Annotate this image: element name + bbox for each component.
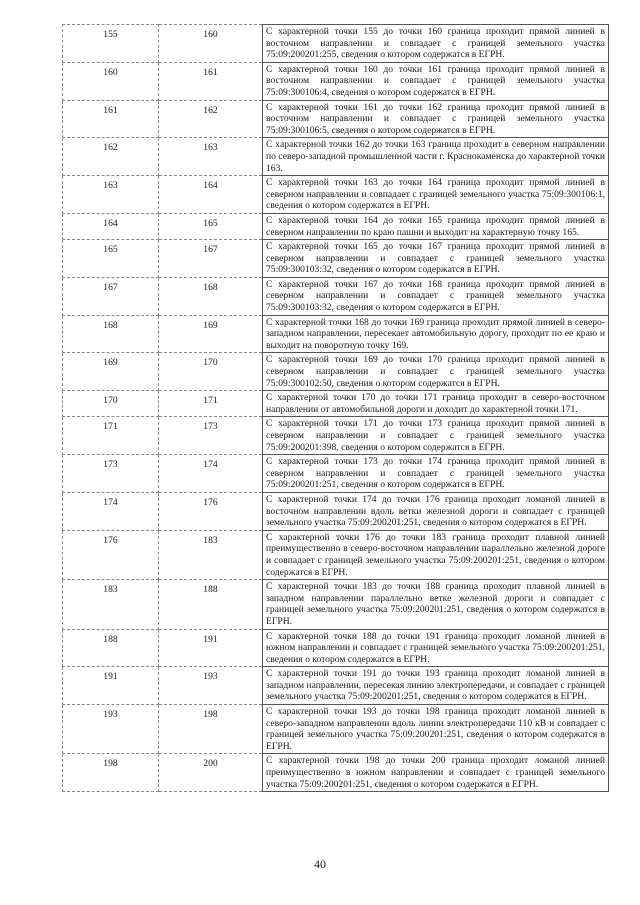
table-row: [63, 667, 609, 705]
table-row: [63, 240, 609, 278]
from-point-cell: 193: [63, 705, 159, 754]
from-point-cell: 162: [63, 138, 159, 176]
boundary-description-cell: С характерной точки 167 до точки 168 граница проходит прямой линией в северном направлении и совпадает с границей земельного участка 75:09:300103:32, сведения о котором содержатся в ЕГРН.: [263, 277, 609, 315]
from-point-cell: 173: [63, 455, 159, 493]
table-row: [63, 580, 609, 629]
to-point-cell: 167: [159, 240, 263, 278]
table-row: [63, 455, 609, 493]
to-point-cell: 164: [159, 176, 263, 214]
table-row: [63, 277, 609, 315]
boundary-description-cell: С характерной точки 198 до точки 200 граница проходит ломаной линией преимущественно в южном направлении и совпадает с границей земельного участка 75:09:200201:251, сведения о котором содержатся в ЕГРН.: [263, 754, 609, 792]
from-point-cell: 169: [63, 353, 159, 391]
boundary-description-cell: С характерной точки 173 до точки 174 граница проходит прямой линией в северном направлении и совпадает с границей земельного участка 75:09:200201:251, сведения о котором содержатся в ЕГРН.: [263, 455, 609, 493]
boundary-description-cell: С характерной точки 165 до точки 167 граница проходит прямой линией в северном направлении и совпадает с границей земельного участка 75:09:300103:32, сведения о котором содержатся в ЕГРН.: [263, 240, 609, 278]
to-point-cell: 168: [159, 277, 263, 315]
boundary-description-cell: С характерной точки 162 до точки 163 граница проходит в северном направлении по северо-западной промышленной части г. Краснокаменска до характерной точки 163.: [263, 138, 609, 176]
to-point-cell: 193: [159, 667, 263, 705]
to-point-cell: 165: [159, 213, 263, 239]
from-point-cell: 188: [63, 629, 159, 667]
boundary-description-cell: С характерной точки 169 до точки 170 граница проходит прямой линией в северном направлении и совпадает с границей земельного участка 75:09:300102:50, сведения о котором содержатся в ЕГРН.: [263, 353, 609, 391]
to-point-cell: 160: [159, 25, 263, 63]
from-point-cell: 170: [63, 391, 159, 417]
table-row: [63, 391, 609, 417]
boundary-description-cell: С характерной точки 183 до точки 188 граница проходит плавной линией в западном направлении параллельно ветке железной дороги и совпадает с границей земельного участка 75:09:200201:251, сведения о котором содержатся в ЕГРН.: [263, 580, 609, 629]
boundary-description-cell: С характерной точки 171 до точки 173 граница проходит прямой линией в северном направлении и совпадает с границей земельного участка 75:09:200201:398, сведения о котором содержатся в ЕГРН.: [263, 417, 609, 455]
to-point-cell: 200: [159, 754, 263, 792]
to-point-cell: 188: [159, 580, 263, 629]
from-point-cell: 198: [63, 754, 159, 792]
to-point-cell: 161: [159, 62, 263, 100]
from-point-cell: 167: [63, 277, 159, 315]
table-row: [63, 705, 609, 754]
boundary-description-cell: С характерной точки 160 до точки 161 граница проходит прямой линией в восточном направлении и совпадает с границей земельного участка 75:09:300106:4, сведения о котором содержатся в ЕГРН.: [263, 62, 609, 100]
table-row: [63, 138, 609, 176]
to-point-cell: 198: [159, 705, 263, 754]
table-row: [63, 754, 609, 792]
table-row: [63, 353, 609, 391]
table-row: [63, 176, 609, 214]
table-row: [63, 417, 609, 455]
to-point-cell: 170: [159, 353, 263, 391]
to-point-cell: 174: [159, 455, 263, 493]
from-point-cell: 164: [63, 213, 159, 239]
from-point-cell: 174: [63, 492, 159, 530]
from-point-cell: 163: [63, 176, 159, 214]
boundary-description-cell: С характерной точки 155 до точки 160 граница проходит прямой линией в восточном направлении и совпадает с границей земельного участка 75:09:200201:255, сведения о котором содержатся в ЕГРН.: [263, 25, 609, 63]
table-row: [63, 315, 609, 353]
to-point-cell: 163: [159, 138, 263, 176]
table-row: [63, 629, 609, 667]
to-point-cell: 162: [159, 100, 263, 138]
from-point-cell: 191: [63, 667, 159, 705]
boundary-description-cell: С характерной точки 174 до точки 176 граница проходит ломаной линией в восточном направлении вдоль ветки железной дороги и совпадает с границей земельного участка 75:09:200201:251, сведения о котором содержатся в ЕГРН.: [263, 492, 609, 530]
table-row: [63, 213, 609, 239]
from-point-cell: 165: [63, 240, 159, 278]
boundary-description-cell: С характерной точки 170 до точки 171 граница проходит в северо-восточном направлении от автомобильной дороги и доходит до характерной точки 171.: [263, 391, 609, 417]
table-body: [63, 25, 609, 792]
boundary-description-cell: С характерной точки 168 до точки 169 граница проходит прямой линией в северо-западном направлении, пересекает автомобильную дорогу, проходит по ее краю и выходит на поворотную точку 169.: [263, 315, 609, 353]
boundary-description-cell: С характерной точки 193 до точки 198 граница проходит ломаной линией в северо-западном направлении вдоль линии электропередачи 110 кВ и совпадает с границей земельного участка 75:09:200201:251, сведения о котором содержатся в ЕГРН.: [263, 705, 609, 754]
table-row: [63, 62, 609, 100]
boundary-description-cell: С характерной точки 191 до точки 193 граница проходит ломаной линией в западном направлении, пересекая линию электропередачи, и совпадает с границей земельного участка 75:09:200201:251, сведения о котором содержатся в ЕГРН.: [263, 667, 609, 705]
boundary-description-cell: С характерной точки 176 до точки 183 граница проходит плавной линией преимущественно в северо-восточном направлении параллельно железной дороге и совпадает с границей земельного участка 75:09:200201:251, сведения о котором содержатся в ЕГРН.: [263, 530, 609, 579]
boundary-description-cell: С характерной точки 164 до точки 165 граница проходит прямой линией в северном направлении по краю пашни и выходит на характерную точку 165.: [263, 213, 609, 239]
table-row: [63, 492, 609, 530]
to-point-cell: 183: [159, 530, 263, 579]
from-point-cell: 155: [63, 25, 159, 63]
to-point-cell: 173: [159, 417, 263, 455]
table-row: [63, 25, 609, 63]
from-point-cell: 161: [63, 100, 159, 138]
boundary-description-cell: С характерной точки 161 до точки 162 граница проходит прямой линией в восточном направлении и совпадает с границей земельного участка 75:09:300106:5, сведения о котором содержатся в ЕГРН.: [263, 100, 609, 138]
table-row: [63, 530, 609, 579]
table-row: [63, 100, 609, 138]
to-point-cell: 191: [159, 629, 263, 667]
from-point-cell: 183: [63, 580, 159, 629]
from-point-cell: 171: [63, 417, 159, 455]
from-point-cell: 176: [63, 530, 159, 579]
boundary-description-cell: С характерной точки 163 до точки 164 граница проходит прямой линией в северном направлении и совпадает с границей земельного участка 75:09:300106:1, сведения о котором содержатся в ЕГРН.: [263, 176, 609, 214]
to-point-cell: 176: [159, 492, 263, 530]
to-point-cell: 171: [159, 391, 263, 417]
to-point-cell: 169: [159, 315, 263, 353]
boundary-description-cell: С характерной точки 188 до точки 191 граница проходит ломаной линией в южном направлении и совпадает с границей земельного участка 75:09:200201:251, сведения о котором содержатся в ЕГРН.: [263, 629, 609, 667]
boundary-description-table: [62, 24, 609, 792]
page-number: 40: [314, 857, 326, 871]
from-point-cell: 160: [63, 62, 159, 100]
from-point-cell: 168: [63, 315, 159, 353]
